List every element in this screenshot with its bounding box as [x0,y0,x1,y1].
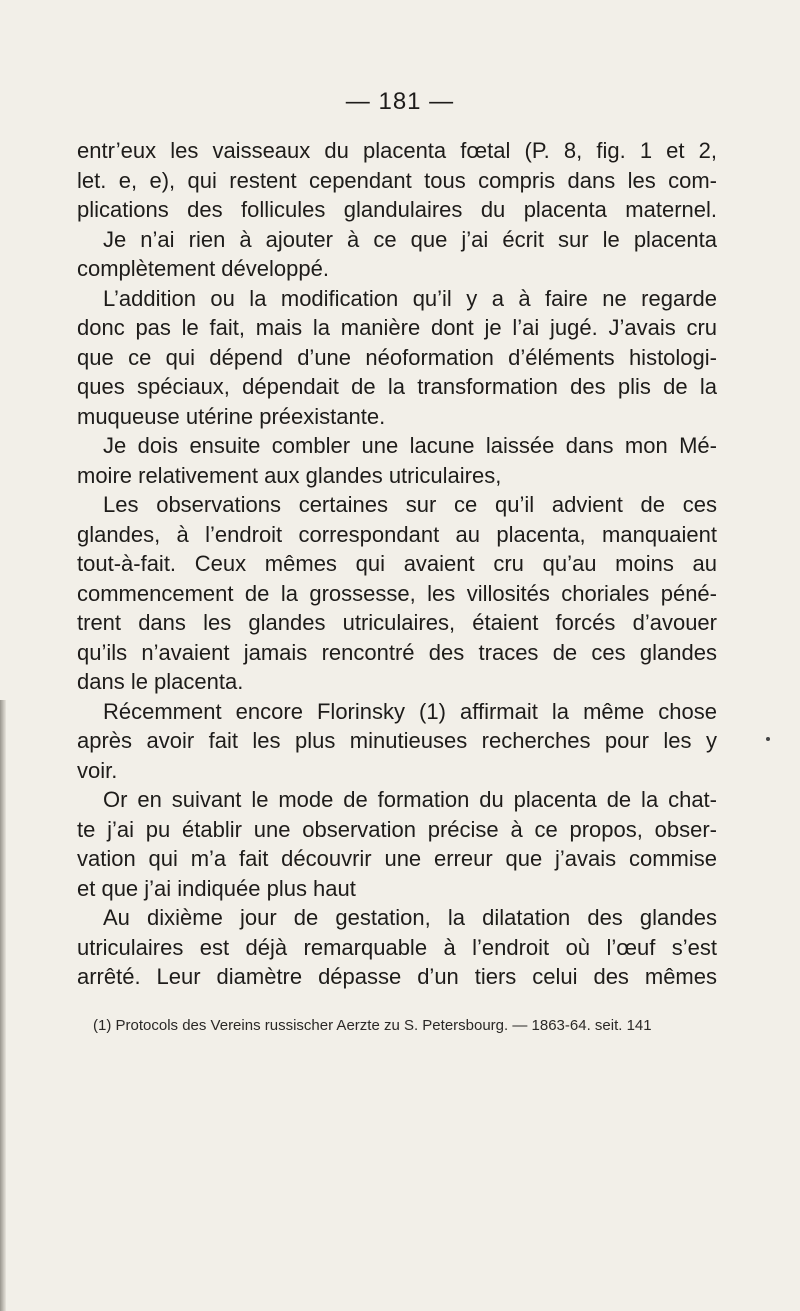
text-line: muqueuse utérine préexistante. [77,403,386,429]
margin-mark [766,737,770,741]
text-line: Récemment encore Florinsky (1) affirmait la même chose [103,698,717,724]
text-line: Au dixième jour de gestation, la dilatation des glandes [103,905,717,930]
body-text [77,136,717,992]
text-line: moire relativement aux glandes utriculaires, [77,462,502,488]
text-line: te j’ai pu établir une observation précise à ce propos, obser- [77,816,717,842]
text-line: utriculaires est déjà remarquable à l’endroit où l’œuf s’est [77,934,717,960]
text-line: tout-à-fait. Ceux mêmes qui avaient cru qu’au moins au [77,551,717,576]
text-line: trent dans les glandes utriculaires, étaient forcés d’avouer [77,610,717,635]
footnote: (1) Protocols des Vereins russischer Aerzte zu S. Petersbourg. — 1863-64. seit. 141 [93,1017,652,1034]
page-number: — 181 — [345,88,455,115]
text-line: ques spéciaux, dépendait de la transformation des plis de la [77,374,717,399]
text-line: vation qui m’a fait découvrir une erreur que j’avais commise [77,846,717,871]
page-edge-shadow [0,700,6,1311]
text-line: let. e, e), qui restent cependant tous compris dans les com- [77,167,717,193]
text-line: Je n’ai rien à ajouter à ce que j’ai écrit sur le placenta [103,226,717,252]
text-line: donc pas le fait, mais la manière dont je l’ai jugé. J’avais cru [77,315,717,340]
text-line: Je dois ensuite combler une lacune laissée dans mon Mé- [103,433,717,458]
text-line: et que j’ai indiquée plus haut [77,875,356,901]
text-line: Les observations certaines sur ce qu’il advient de ces [103,492,717,517]
text-line: commencement de la grossesse, les villosités choriales péné- [77,580,717,606]
text-line: après avoir fait les plus minutieuses recherches pour les y [77,728,717,753]
text-line: qu’ils n’avaient jamais rencontré des traces de ces glandes [77,639,717,665]
text-line: glandes, à l’endroit correspondant au placenta, manquaient [77,521,717,547]
text-line: dans le placenta. [77,669,244,694]
text-line: que ce qui dépend d’une néoformation d’éléments histologi- [77,344,717,370]
text-line: entr’eux les vaisseaux du placenta fœtal (P. 8, fig. 1 et 2, [77,138,717,163]
text-line: plications des follicules glandulaires du placenta maternel. [77,197,717,222]
text-line: L’addition ou la modification qu’il y a à faire ne regarde [103,285,717,311]
text-line: arrêté. Leur diamètre dépasse d’un tiers celui des mêmes [77,964,717,989]
text-line: voir. [77,757,118,783]
text-line: complètement développé. [77,256,329,281]
text-line: Or en suivant le mode de formation du placenta de la chat- [103,787,717,812]
